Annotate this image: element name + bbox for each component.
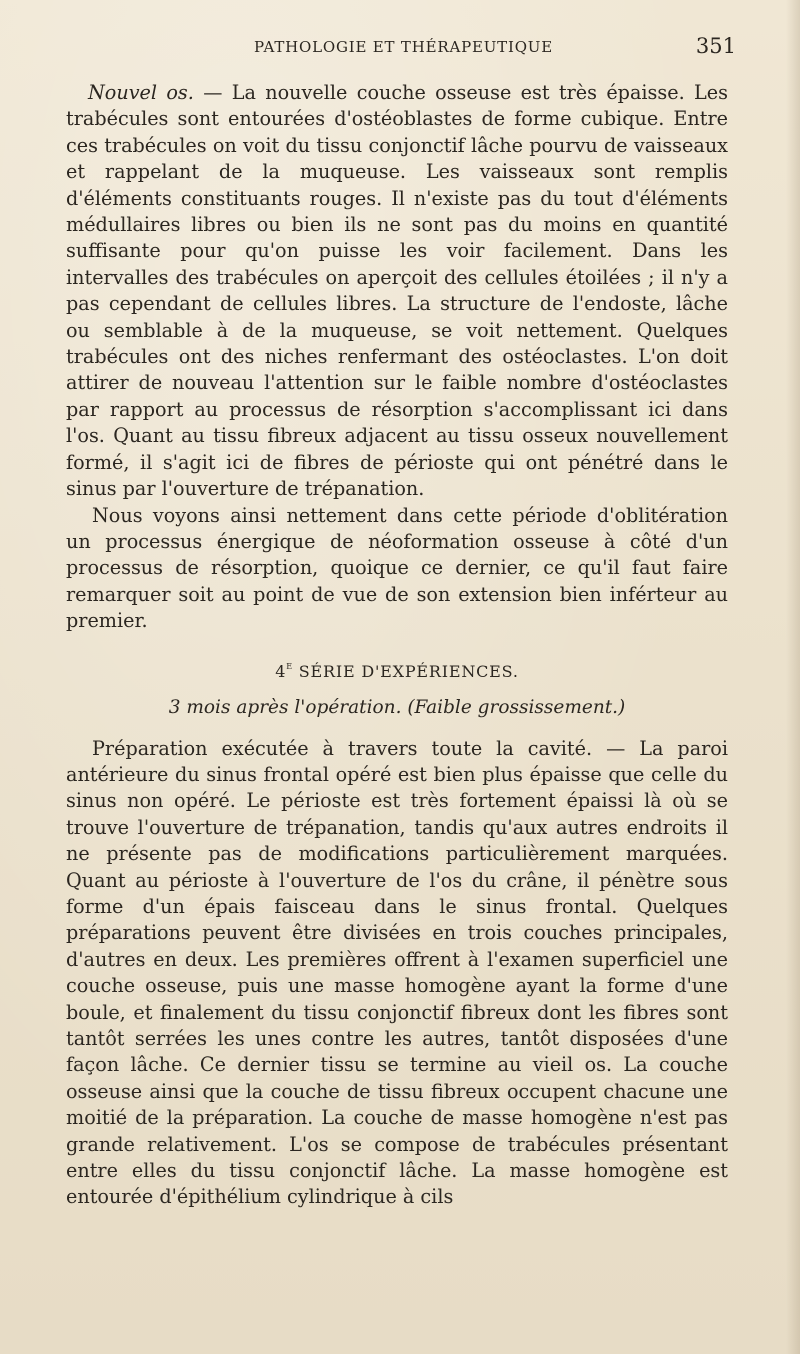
page-edge-shadow [786, 0, 800, 1354]
paragraph-1 [66, 80, 728, 503]
section-superscript: e [286, 657, 293, 672]
paragraph-3: Préparation exécutée à travers toute la cavité. — La paroi antérieure du sinus frontal opéré est bien plus épaisse que celle du sinus non opéré. Le périoste est très fortement épaissi là où se trouve l'ouverture de trépanation, tandis qu'aux autres endroits il ne présente pas de modifications particulièrement marquées. Quant au périoste à l'ouverture de l'os du crâne, il pénètre sous forme d'un épais faisceau dans le sinus frontal. Quelques préparations peuvent être divisées en trois couches principales, d'autres en deux. Les premières offrent à l'examen superficiel une couche osseuse, puis une masse homogène ayant la forme d'une boule, et finalement du tissu conjonctif fibreux dont les fibres sont tantôt serrées les unes contre les autres, tantôt disposées d'une façon lâche. Ce dernier tissu se termine au vieil os. La couche osseuse ainsi que la couche de tissu fibreux occupent chacune une moitié de la préparation. La couche de masse homogène n'est pas grande relativement. L'os se compose de trabécules présentant entre elles du tissu conjonctif lâche. La masse homogène est entourée d'épithélium cylindrique à cils [66, 736, 728, 1209]
section-heading [66, 653, 728, 684]
running-title: PATHOLOGIE ET THÉRAPEUTIQUE [254, 38, 553, 56]
section-number: 4 [275, 661, 287, 681]
section-subtitle: 3 mois après l'opération. (Faible grossissement.) [168, 696, 626, 718]
paragraph-1-text: — La nouvelle couche osseuse est très épaisse. Les trabécules sont entourées d'ostéoblastes de forme cubique. Entre ces trabécules on voit du tissu conjonctif lâche pourvu de vaisseaux et rappelant de la muqueuse. Les vaisseaux sont remplis d'éléments constituants rouges. Il n'existe pas du tout d'éléments médullaires libres ou bien ils ne sont pas du moins en quantité suffisante pour qu'on puisse les voir facilement. Dans les intervalles des trabécules on aperçoit des cellules étoilées ; il n'y a pas cependant de cellules libres. La structure de l'endoste, lâche ou semblable à de la muqueuse, se voit nettement. Quelques trabécules ont des niches renfermant des ostéoclastes. L'on doit attirer de nouveau l'attention sur le faible nombre d'ostéoclastes par rapport au processus de résorption s'accomplissant ici dans l'os. Quant au tissu fibreux adjacent au tissu osseux nouvellement formé, il s'agit ici de fibres de périoste qui ont pénétré dans le sinus par l'ouverture de trépanation. [66, 81, 728, 501]
section-title: SÉRIE D'EXPÉRIENCES. [298, 661, 519, 681]
body-text [66, 80, 728, 1211]
paragraph-1-lead: Nouvel os. [88, 81, 194, 104]
paragraph-2: Nous voyons ainsi nettement dans cette période d'oblitération un processus énergique de néoformation osseuse à côté d'un processus de résorption, quoique ce dernier, ce qu'il faut faire remarquer soit au point de vue de son extension bien inférteur au premier. [66, 503, 728, 633]
page-header [66, 34, 736, 64]
page-number: 351 [695, 34, 736, 58]
